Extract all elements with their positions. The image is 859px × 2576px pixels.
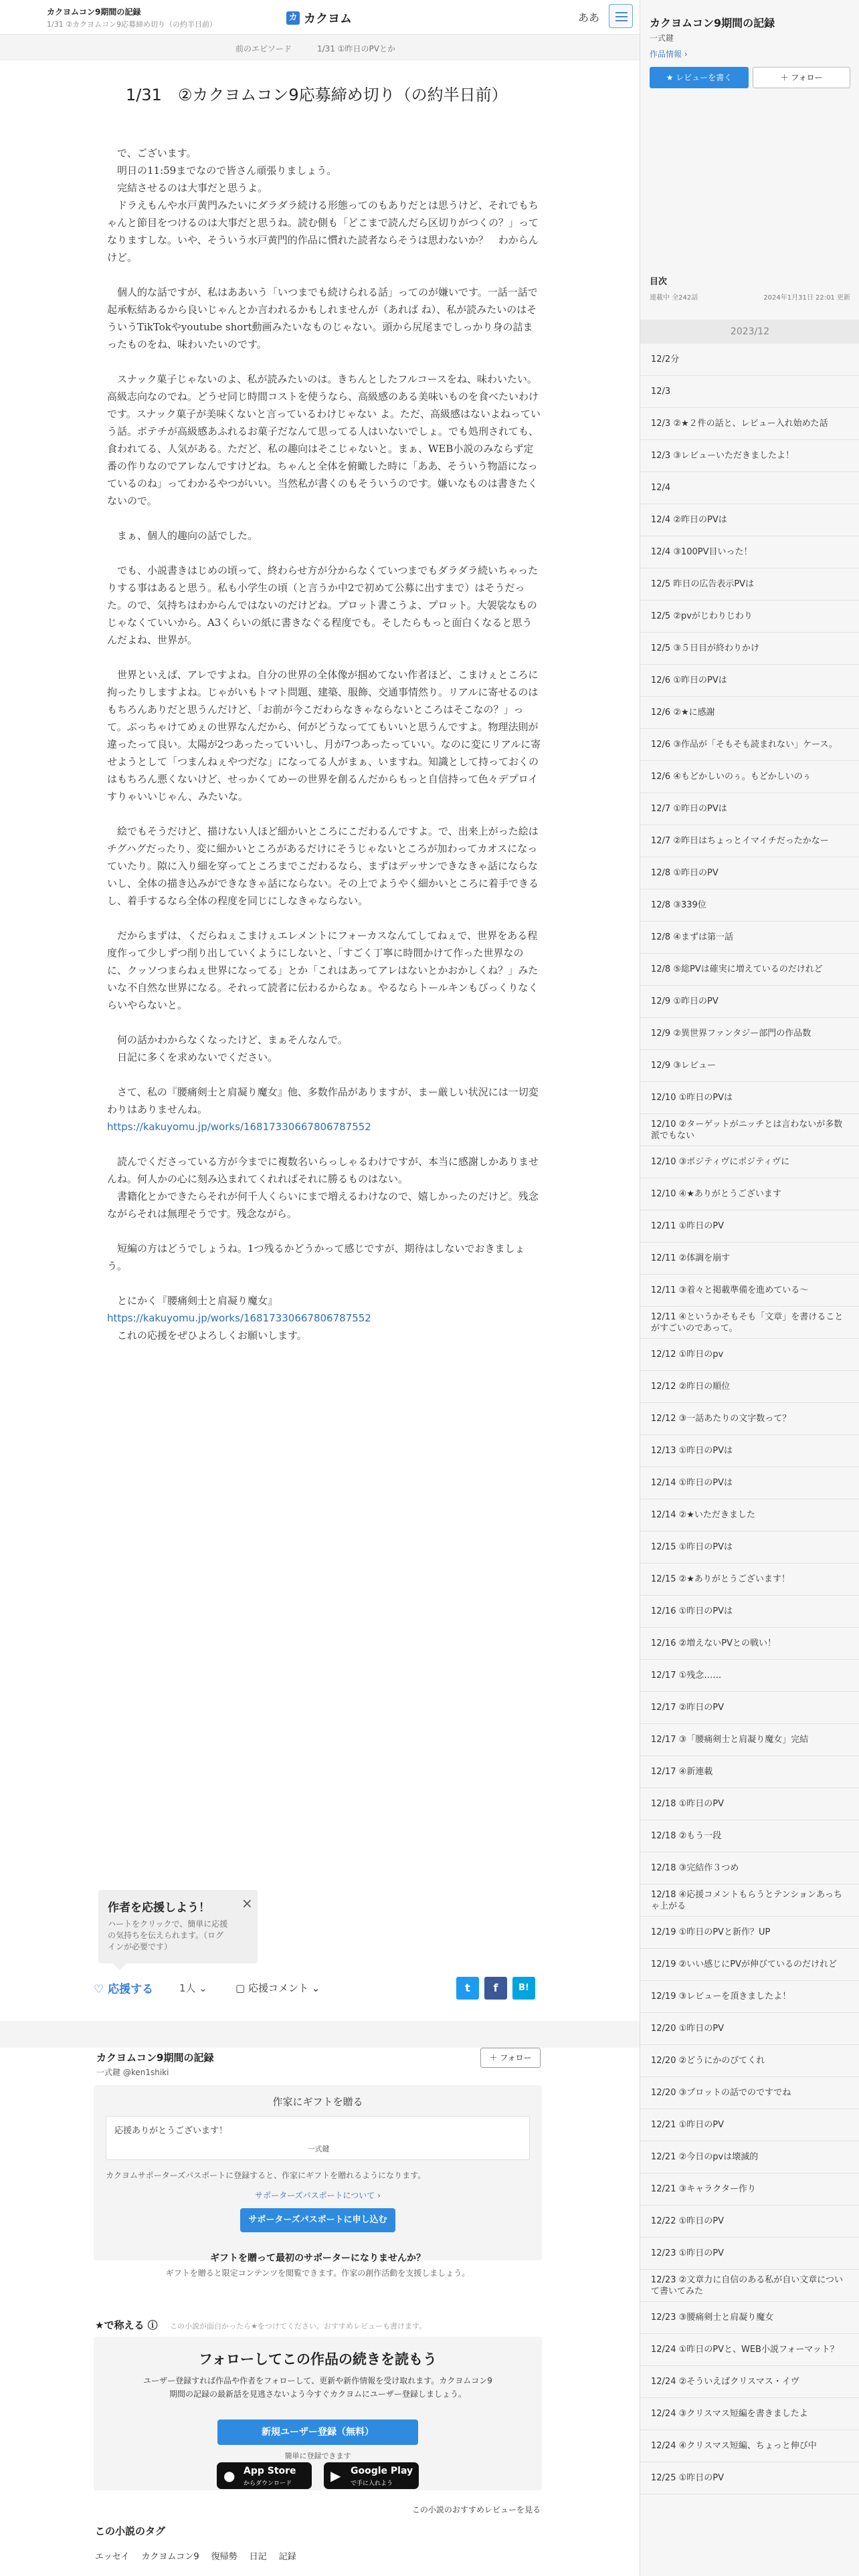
toc-episode-label: 12/23 ③腰痛剣士と肩凝り魔女 (651, 2313, 774, 2323)
toc-episode-item[interactable] (640, 1403, 859, 1435)
body-paragraph: とにかく『腰痛剣士と肩凝り魔女』 (107, 1295, 278, 1307)
toc-heading: 目次 (650, 277, 668, 287)
body-paragraph: 何の話かわからなくなったけど、まぁそんなんで。 (107, 1034, 348, 1046)
toc-meta (650, 292, 850, 302)
gift-message-box (106, 2116, 530, 2160)
toc-episode-label: 12/6 ①昨日のPVは (651, 675, 727, 685)
toc-episode-item[interactable] (640, 2334, 859, 2366)
toc-month-header[interactable]: 2023/12 (640, 320, 859, 344)
toc-episode-label: 12/5 ③５日目が終わりかけ (651, 643, 759, 653)
logo-icon: カ (286, 11, 300, 25)
body-paragraph: これの応援をぜひよろしくお願いします。 (107, 1329, 307, 1341)
toc-episode-label: 12/10 ①昨日のPVは (651, 1093, 733, 1103)
toc-episode-item[interactable] (640, 2366, 859, 2398)
toc-episode-label: 12/4 (651, 483, 671, 493)
toc-episode-item[interactable] (640, 568, 859, 601)
toc-episode-item[interactable] (640, 633, 859, 665)
toc-episode-item[interactable] (640, 1628, 859, 1660)
toc-episode-item[interactable] (640, 1435, 859, 1467)
tag-link[interactable]: 復帰勢 (211, 2552, 237, 2562)
toc-sidebar (640, 0, 859, 2576)
card-follow-button[interactable]: ＋ フォロー (480, 2048, 541, 2068)
toc-episode-item[interactable] (640, 1531, 859, 1564)
app-store-label: App Store (244, 2466, 296, 2476)
toc-episode-item[interactable] (640, 954, 859, 986)
toc-episode-label: 12/9 ②異世界ファンタジー部門の作品数 (651, 1029, 812, 1039)
toc-episode-item[interactable] (640, 2398, 859, 2430)
toc-episode-label: 12/15 ②★ありがとうございます！ (651, 1574, 790, 1584)
prev-episode-link[interactable]: 前のエピソード (235, 44, 292, 53)
toc-episode-label: 12/18 ④応援コメントもらうとテンションあっちゃ上がる (651, 1889, 842, 1911)
toc-episode-item[interactable] (640, 1210, 859, 1243)
toc-episode-item[interactable] (640, 1467, 859, 1499)
tag-link[interactable]: 記録 (278, 2552, 296, 2562)
toc-episode-label: 12/6 ③作品が「そもそも読まれない」ケース。 (651, 740, 838, 750)
toc-episode-item[interactable] (640, 2045, 859, 2077)
toc-episode-label: 12/16 ①昨日のPVは (651, 1606, 733, 1616)
toc-episode-item[interactable] (640, 1499, 859, 1531)
body-paragraph: 日記に多くを求めないでください。 (107, 1051, 278, 1063)
logo-text: カクヨム (304, 12, 352, 26)
toc-episode-label: 12/21 ③キャラクター作り (651, 2184, 756, 2194)
toc-episode-label: 12/8 ③339位 (651, 900, 706, 910)
toc-episode-item[interactable] (640, 376, 859, 408)
toc-episode-item[interactable] (640, 1981, 859, 2013)
toc-episode-label: 12/14 ①昨日のPVは (651, 1478, 733, 1488)
tooltip-body: ハートをクリックで、簡単に応援の気持ちを伝えられます。（ログインが必要です） (108, 1919, 228, 1951)
toc-episode-label: 12/8 ①昨日のPV (651, 868, 719, 878)
toc-episode-item[interactable] (640, 1114, 859, 1146)
toc-episode-label: 12/23 ②文章力に自信のある私が自い文章について書いてみた (651, 2274, 843, 2296)
toc-episode-item[interactable] (640, 793, 859, 825)
body-blank-line (107, 649, 542, 666)
toc-episode-label: 12/4 ③100PV目いった！ (651, 547, 753, 557)
toc-episode-label: 12/8 ⑤総PVは確実に増えているのだけれど (651, 964, 823, 974)
toc-episode-label: 12/17 ④新連載 (651, 1767, 713, 1777)
stars-note: この小説が面白かったら★をつけてください。おすすめレビューも書けます。 (170, 2322, 427, 2331)
body-paragraph: 明日の11:59までなので皆さん頑張りましょう。 (107, 165, 337, 177)
toc-episode-label: 12/9 ①昨日のPV (651, 996, 719, 1006)
gift-question-title: ギフトを贈って最初のサポーターになりませんか？ (210, 2253, 425, 2264)
toc-episode-item[interactable] (640, 1178, 859, 1210)
menu-icon-bar (615, 20, 628, 21)
toc-episode-label: 12/20 ③プロットの話でのですでね (651, 2088, 791, 2098)
tag-link[interactable]: カクヨムコン9 (141, 2552, 199, 2562)
body-blank-line (107, 1275, 542, 1292)
toc-episode-label: 12/20 ①昨日のPV (651, 2024, 724, 2034)
episode-nav (0, 35, 640, 60)
toc-episode-label: 12/19 ③レビューを頂きましたよ！ (651, 1992, 791, 2002)
toc-episode-label: 12/9 ③レビュー (651, 1061, 716, 1071)
toc-episode-item[interactable] (640, 1852, 859, 1885)
body-paragraph: 絵でもそうだけど、描けない人ほど細かいところにこだわるんですよ。で、出来上がった絵はチグハグだったり、変に細かいところがあるだけにそうじゃないところが加わってカオスになっていたり。隙に入り細を穿ってところまでこだわるなら、まずはデッサンできなきゃ話にならないし、全体の描き込みができなきゃ話にならない。その上でようやく細かいところに着手できるし、着手するなら全体の程度を同じにしなきゃならない。 (107, 825, 539, 907)
toc-episode-item[interactable] (640, 889, 859, 922)
toc-episode-item[interactable] (640, 986, 859, 1018)
toc-episode-label: 12/15 ①昨日のPVは (651, 1542, 733, 1552)
tags-heading: この小説のタグ (95, 2525, 166, 2537)
current-episode-label[interactable]: 1/31 ①昨日のPVとか (317, 44, 395, 53)
episode-body (107, 144, 542, 1344)
header-episode-title: 1/31 ②カクヨムコン9応募締め切り（の約半日前） (47, 20, 217, 29)
tag-link[interactable]: 日記 (249, 2552, 267, 2562)
toc-episode-item[interactable] (640, 2141, 859, 2173)
toc-episode-label: 12/10 ③ポジティヴにポジティヴに (651, 1157, 790, 1167)
section-divider (0, 2021, 640, 2048)
body-paragraph: 書籍化とかできたらそれが何千人くらいにまで増えるわけなので、嬉しかったのだけど。残念ながらそれは無理そうです。残念ながら。 (107, 1190, 539, 1220)
toc-episode-label: 12/23 ①昨日のPV (651, 2248, 724, 2258)
toc-episode-item[interactable] (640, 1820, 859, 1852)
toc-list (640, 344, 859, 2494)
work-link[interactable]: https://kakuyomu.jp/works/16817330667806787552 (107, 1312, 371, 1324)
twitter-share-icon[interactable]: t (456, 1977, 479, 2000)
sidebar-follow-button[interactable]: ＋ フォロー (753, 67, 850, 88)
gift-panel (94, 2085, 542, 2260)
toc-episode-label: 12/3 ②★２件の話と、レビュー入れ始めた話 (651, 419, 828, 429)
toc-episode-item[interactable] (640, 2173, 859, 2206)
body-paragraph: スナック菓子じゃないのよ、私が読みたいのは。きちんとしたフルコースをね、味わいたい。高級志向なのでね。どうせ同じ時間コストを使うなら、高級感のある美味いものを食べたいわけです。スナック菓子が美味くないと言っているわけじゃない よ。ただ、高級感はないよねっていう話。ポテチが高級感あふれるお菓子だなんて思ってる人はいないでしょ。でも処刑されても、食われてる、人気がある。ただど、私の趣向はそこじゃないと。まぁ、WEB小説のみならず定番の作りなのでアレなんですけどね。ちゃんと全体を俯瞰した時に「ああ、そういう物語になっているのね」ってわかるやつがいい。当然私が書くのもそういうのです。嫌いなものは書きたくないので。 (107, 373, 541, 507)
toc-episode-item[interactable] (640, 922, 859, 954)
follow-heading: フォローしてこの作品の続きを読もう (199, 2351, 437, 2367)
menu-icon (615, 12, 628, 13)
toc-episode-item[interactable] (640, 2077, 859, 2109)
sidebar-review-button[interactable]: ★ レビューを書く (650, 67, 749, 88)
gift-heading: 作家にギフトを贈る (272, 2096, 363, 2108)
toc-episode-item[interactable] (640, 665, 859, 697)
toc-episode-item[interactable] (640, 1243, 859, 1275)
register-free-note: 簡単に登録できます (284, 2452, 351, 2460)
body-link-paragraph (107, 1309, 542, 1327)
toc-episode-label: 12/18 ③完結作３つめ (651, 1863, 739, 1873)
toc-episode-item[interactable] (640, 601, 859, 633)
tooltip-title: 作者を応援しよう！ (108, 1901, 210, 1915)
body-paragraph: だからまずは、くだらねぇこまけぇエレメントにフォーカスなんてしてねぇで、世界をある程度作って少しずつ削り出していくようにしないと、「すごく丁寧に時間かけて作った世界なのに、クッソつまらねぇ世界になってる」とか「これはあってアレはないとかおかしくね？」みたいな不自然な世界になる。それって読者に伝わるからなぁ。やるならトールキンもびっくりなくらいやらないと。 (107, 930, 539, 1011)
toc-episode-label: 12/8 ④まずは第一話 (651, 932, 733, 942)
body-blank-line (107, 353, 542, 370)
toc-episode-label: 12/22 ①昨日のPV (651, 2216, 724, 2226)
top-bar (0, 0, 640, 35)
toc-episode-item[interactable] (640, 1307, 859, 1339)
google-play-icon: ▶ (330, 2468, 341, 2484)
body-link-paragraph (107, 1118, 542, 1136)
sidebar-work-title[interactable]: カクヨムコン9期間の記録 (650, 17, 775, 29)
toc-episode-item[interactable] (640, 1339, 859, 1371)
toc-episode-label: 12/24 ④クリスマス短編、ちょっと伸び中 (651, 2441, 817, 2451)
body-paragraph: 読んでくださっている方が今までに複数名いらっしゃるわけですが、本当に感謝しかありませんね。何人かの心に刻み込まれてくれればそれに勝るものはない。 (107, 1156, 539, 1185)
toc-episode-item[interactable] (640, 536, 859, 568)
toc-episode-item[interactable] (640, 729, 859, 761)
toc-episode-item[interactable] (640, 2462, 859, 2494)
toc-episode-label: 12/20 ②どうにかのびてくれ (651, 2056, 765, 2066)
toc-episode-item[interactable] (640, 1050, 859, 1082)
card-work-title[interactable]: カクヨムコン9期間の記録 (96, 2052, 214, 2064)
toc-episode-label: 12/10 ④★ありがとうございます (651, 1189, 781, 1199)
toc-episode-label: 12/14 ②★いただきました (651, 1510, 755, 1520)
recommend-reviews-link[interactable]: この小説のおすすめレビューを見る (411, 2505, 541, 2514)
gift-signature: 一式鍵 (307, 2145, 330, 2153)
toc-episode-label: 12/3 ③レビューいただきましたよ！ (651, 451, 794, 461)
sidebar-author[interactable]: 一式鍵 (650, 33, 674, 43)
toc-episode-item[interactable] (640, 1660, 859, 1692)
register-button[interactable]: 新規ユーザー登録（無料） (217, 2420, 418, 2445)
kakuyomu-logo[interactable] (286, 9, 352, 27)
body-blank-line (107, 805, 542, 823)
toc-episode-item[interactable] (640, 2206, 859, 2238)
episode-title: 1/31 ②カクヨムコン9応募締め切り（の約半日前） (126, 86, 508, 104)
toc-episode-label: 12/13 ①昨日のPVは (651, 1446, 733, 1456)
toc-episode-item[interactable] (640, 1596, 859, 1628)
toc-episode-item[interactable] (640, 697, 859, 729)
toc-episode-item[interactable] (640, 1564, 859, 1596)
tag-link[interactable]: エッセイ (95, 2552, 130, 2562)
toc-episode-label: 12/7 ①昨日のPVは (651, 804, 727, 814)
toc-episode-label: 12/3 (651, 387, 671, 397)
card-author[interactable]: 一式鍵 @ken1shiki (96, 2068, 169, 2077)
follow-text: ユーザー登録すれば作品や作者をフォローして、更新や新作情報を受け取れます。カクヨムコン9期間の記録の最新話を見逃さないよう今すぐカクヨムにユーザー登録しましょう。 (143, 2376, 492, 2399)
toc-episode-label: 12/12 ①昨日のpv (651, 1350, 724, 1360)
cheer-comment-button[interactable]: ▢ 応援コメント ⌄ (235, 1982, 320, 1994)
toc-updated: 2024年1月31日 22:01 更新 (763, 294, 850, 302)
toc-episode-item[interactable] (640, 1082, 859, 1114)
toc-status: 連載中 全242話 (650, 294, 698, 302)
body-blank-line (107, 1066, 542, 1083)
toc-episode-label: 12/24 ①昨日のPVと、WEB小説フォーマット？ (651, 2345, 839, 2355)
toc-episode-item[interactable] (640, 2430, 859, 2462)
toc-episode-label: 12/21 ②今日のpvは壊滅的 (651, 2152, 759, 2162)
menu-icon-bar (615, 16, 628, 17)
toc-episode-label: 12/5 ②pvがじわりじわり (651, 611, 753, 621)
sidebar-work-info-link[interactable]: 作品情報 › (650, 49, 688, 59)
body-blank-line (107, 1222, 542, 1240)
toc-episode-label: 12/6 ②★に感謝 (651, 708, 715, 718)
header-work-title[interactable]: カクヨムコン9期間の記録 (47, 7, 141, 17)
toc-episode-item[interactable] (640, 504, 859, 536)
toc-episode-label: 12/24 ③クリスマス短編を書きましたよ (651, 2409, 808, 2419)
apple-icon: ● (223, 2468, 235, 2484)
toc-episode-label: 12/19 ②いい感じにPVが伸びているのだけれど (651, 1959, 837, 1969)
toc-episode-label: 12/17 ①残念…… (651, 1671, 722, 1681)
cheer-bar (94, 1977, 542, 2000)
body-paragraph: 個人的な話ですが、私はああいう「いつまでも続けられる話」ってのが嫌いです。一話一話で起承転結あるから良いじゃんとか言われるかもしれませんが（あれば ね）、私が読みたいのはそういうTikTokやyoutube short動画みたいなものじゃない。頭から尻尾までしっかり身の詰まったものをね、味わいたいのです。 (107, 286, 538, 350)
cheer-button[interactable]: ♡ 応援する (94, 1983, 154, 1996)
gift-question (94, 2251, 542, 2278)
gift-note: カクヨムサポーターズパスポートに登録すると、作家にギフトを贈れるようになります。 (106, 2171, 426, 2180)
toc-episode-label: 12/12 ②昨日の順位 (651, 1382, 731, 1392)
toc-episode-label: 12/4 ②昨日のPVは (651, 515, 727, 525)
app-store-button[interactable] (217, 2462, 312, 2489)
body-paragraph: で、ございます。 (107, 147, 197, 159)
toc-episode-item[interactable] (640, 1371, 859, 1403)
body-paragraph: 世界といえば、アレですよね。自分の世界の全体像が掴めてない作者ほど、こまけぇところに拘ったりしますよね。じゃがいもトマト問題、建築、服飾、交通事情然り。リアルに寄せるのはもちろんありだと思うんだけど、「お前が今こだわらなきゃならないところはそこなの？」って。ぶっちゃけてめぇの世界なんだから、何がどうなっててもいいと思うんですよ。物理法則が違ったって良い。太陽が2つあったっていいし、月が7つあったっていい。なのに変にリアルに寄せようとして「つまんねぇやつだな」になってる人がまぁ、いますね。知識として持っておくのはもちろん悪くないけど、せっかくてめーの世界を創るんだからもっと自信持って色々デプロイすりゃいいじゃん、みたいな。 (107, 669, 541, 802)
toc-episode-item[interactable] (640, 1756, 859, 1788)
close-icon[interactable]: × (242, 1895, 253, 1911)
toc-episode-item[interactable] (640, 857, 859, 889)
body-paragraph: ドラえもんや水戸黄門みたいにダラダラ続ける形態ってのもありだとは思うけど、それでもちゃんと節目をつけるのは大事だと思うね。読む側も「どこまで読んだら区切りがつくの？」ってなりますしな。いや、そういう水戸黄門的作品に慣れた読者ならそうは思わないか？ わからんけど。 (107, 199, 539, 263)
toc-episode-item[interactable] (640, 440, 859, 472)
toc-episode-item[interactable] (640, 408, 859, 440)
facebook-share-icon[interactable]: f (484, 1977, 507, 2000)
body-blank-line (107, 266, 542, 284)
google-play-sub: で手に入れよう (351, 2480, 393, 2487)
toc-episode-item[interactable] (640, 1885, 859, 1917)
toc-episode-label: 12/12 ③一話あたりの文字数って？ (651, 1414, 791, 1424)
toc-episode-item[interactable] (640, 2302, 859, 2334)
cheer-tooltip (98, 1890, 258, 1963)
tag-list (95, 2549, 296, 2562)
body-paragraph: まぁ、個人的趣向の話でした。 (107, 530, 258, 542)
google-play-button[interactable] (324, 2462, 419, 2489)
gift-question-sub: ギフトを贈ると限定コンテンツを閲覧できます。作家の創作活動を支援しましょう。 (165, 2268, 470, 2278)
body-paragraph: さて、私の『腰痛剣士と肩凝り魔女』他、多数作品がありますが、まー厳しい状況には一切変わりはありませんね。 (107, 1086, 539, 1115)
body-blank-line (107, 510, 542, 527)
toc-episode-label: 12/6 ④もどかしいのぅ。もどかしいのぅ (651, 772, 812, 782)
toc-episode-item[interactable] (640, 472, 859, 504)
body-blank-line (107, 544, 542, 562)
body-paragraph: でも、小説書きはじめの頃って、終わらせ方が分からなくていつまでもダラダラ続いちゃったりする事はあると思う。私も小学生の頃（と言うか中2で初めて公募に出すまで）はそうだった。ので、気持ちはわからんではないのだけどね。プロット書こうよ、プロット。大袈裟なものじゃなくていいから。A3くらいの紙に書きなぐる程度でも。そしたらもっと面白くなると思うんだよね、世界が。 (107, 564, 539, 646)
toc-episode-label: 12/25 ①昨日のPV (651, 2473, 724, 2483)
body-paragraph: 完結させるのは大事だと思うよ。 (107, 182, 268, 194)
passport-apply-button[interactable]: サポーターズパスポートに申し込む (240, 2208, 395, 2232)
toc-episode-item[interactable] (640, 1018, 859, 1050)
toc-episode-item[interactable] (640, 1724, 859, 1756)
toc-episode-item[interactable] (640, 1949, 859, 1981)
toc-episode-label: 12/5 昨日の広告表示PVは (651, 579, 755, 589)
toc-episode-item[interactable] (640, 2109, 859, 2141)
toc-episode-label: 12/11 ④というかそもそも「文章」を書けることがすごいのであって。 (651, 1311, 844, 1333)
toc-episode-item[interactable] (640, 1692, 859, 1724)
toc-episode-item[interactable] (640, 2270, 859, 2302)
text-settings-button[interactable]: ああ (578, 11, 600, 24)
toc-episode-label: 12/21 ①昨日のPV (651, 2120, 724, 2130)
hatena-share-icon[interactable]: B! (512, 1977, 535, 2000)
passport-info-link[interactable]: サポーターズパスポートについて › (255, 2191, 381, 2200)
cheer-count-button[interactable]: 1人 ⌄ (179, 1982, 207, 1994)
toc-episode-label: 12/11 ③着々と掲載準備を進めている〜 (651, 1285, 809, 1295)
toc-episode-label: 12/18 ②もう一段 (651, 1831, 722, 1841)
toc-episode-label: 12/7 ②昨日はちょっとイマイチだったかなー (651, 836, 829, 846)
toc-episode-item[interactable] (640, 1275, 859, 1307)
toc-episode-label: 12/2分 (651, 354, 680, 364)
google-play-label: Google Play (351, 2466, 413, 2476)
body-blank-line (107, 909, 542, 927)
toc-episode-item[interactable] (640, 2238, 859, 2270)
follow-signup-box (94, 2337, 542, 2490)
toc-episode-label: 12/10 ②ターゲットがニッチとは言わないが多数派でもない (651, 1119, 843, 1141)
toc-episode-label: 12/18 ①昨日のPV (651, 1799, 724, 1809)
toc-episode-label: 12/11 ①昨日のPV (651, 1221, 724, 1231)
gift-message: 応援ありがとうございます！ (114, 2126, 228, 2136)
toc-episode-item[interactable] (640, 344, 859, 376)
toc-episode-label: 12/17 ②昨日のPV (651, 1703, 724, 1713)
toc-episode-label: 12/24 ②そういえばクリスマス・イヴ (651, 2377, 799, 2387)
body-paragraph: 短編の方はどうでしょうね。1つ残るかどうかって感じですが、期待はしないでおきましょう。 (107, 1243, 525, 1272)
toc-episode-label: 12/19 ①昨日のPVと新作？UP (651, 1927, 771, 1937)
toc-episode-label: 12/17 ③「腰痛剣士と肩凝り魔女」完結 (651, 1735, 809, 1745)
toc-episode-item[interactable] (640, 761, 859, 793)
stars-heading[interactable]: ★で称える ⓘ (95, 2319, 158, 2331)
body-blank-line (107, 1136, 542, 1153)
toc-episode-item[interactable] (640, 1146, 859, 1178)
toc-episode-item[interactable] (640, 2013, 859, 2045)
body-blank-line (107, 1014, 542, 1031)
app-store-sub: からダウンロード (244, 2480, 292, 2487)
toc-episode-item[interactable] (640, 825, 859, 857)
toc-episode-label: 12/11 ②体調を崩す (651, 1253, 731, 1263)
work-link[interactable]: https://kakuyomu.jp/works/16817330667806787552 (107, 1121, 371, 1133)
toc-episode-item[interactable] (640, 1917, 859, 1949)
toc-menu-button[interactable] (609, 4, 633, 28)
toc-episode-label: 12/16 ②増えないPVとの戦い！ (651, 1638, 776, 1648)
toc-episode-item[interactable] (640, 1788, 859, 1820)
